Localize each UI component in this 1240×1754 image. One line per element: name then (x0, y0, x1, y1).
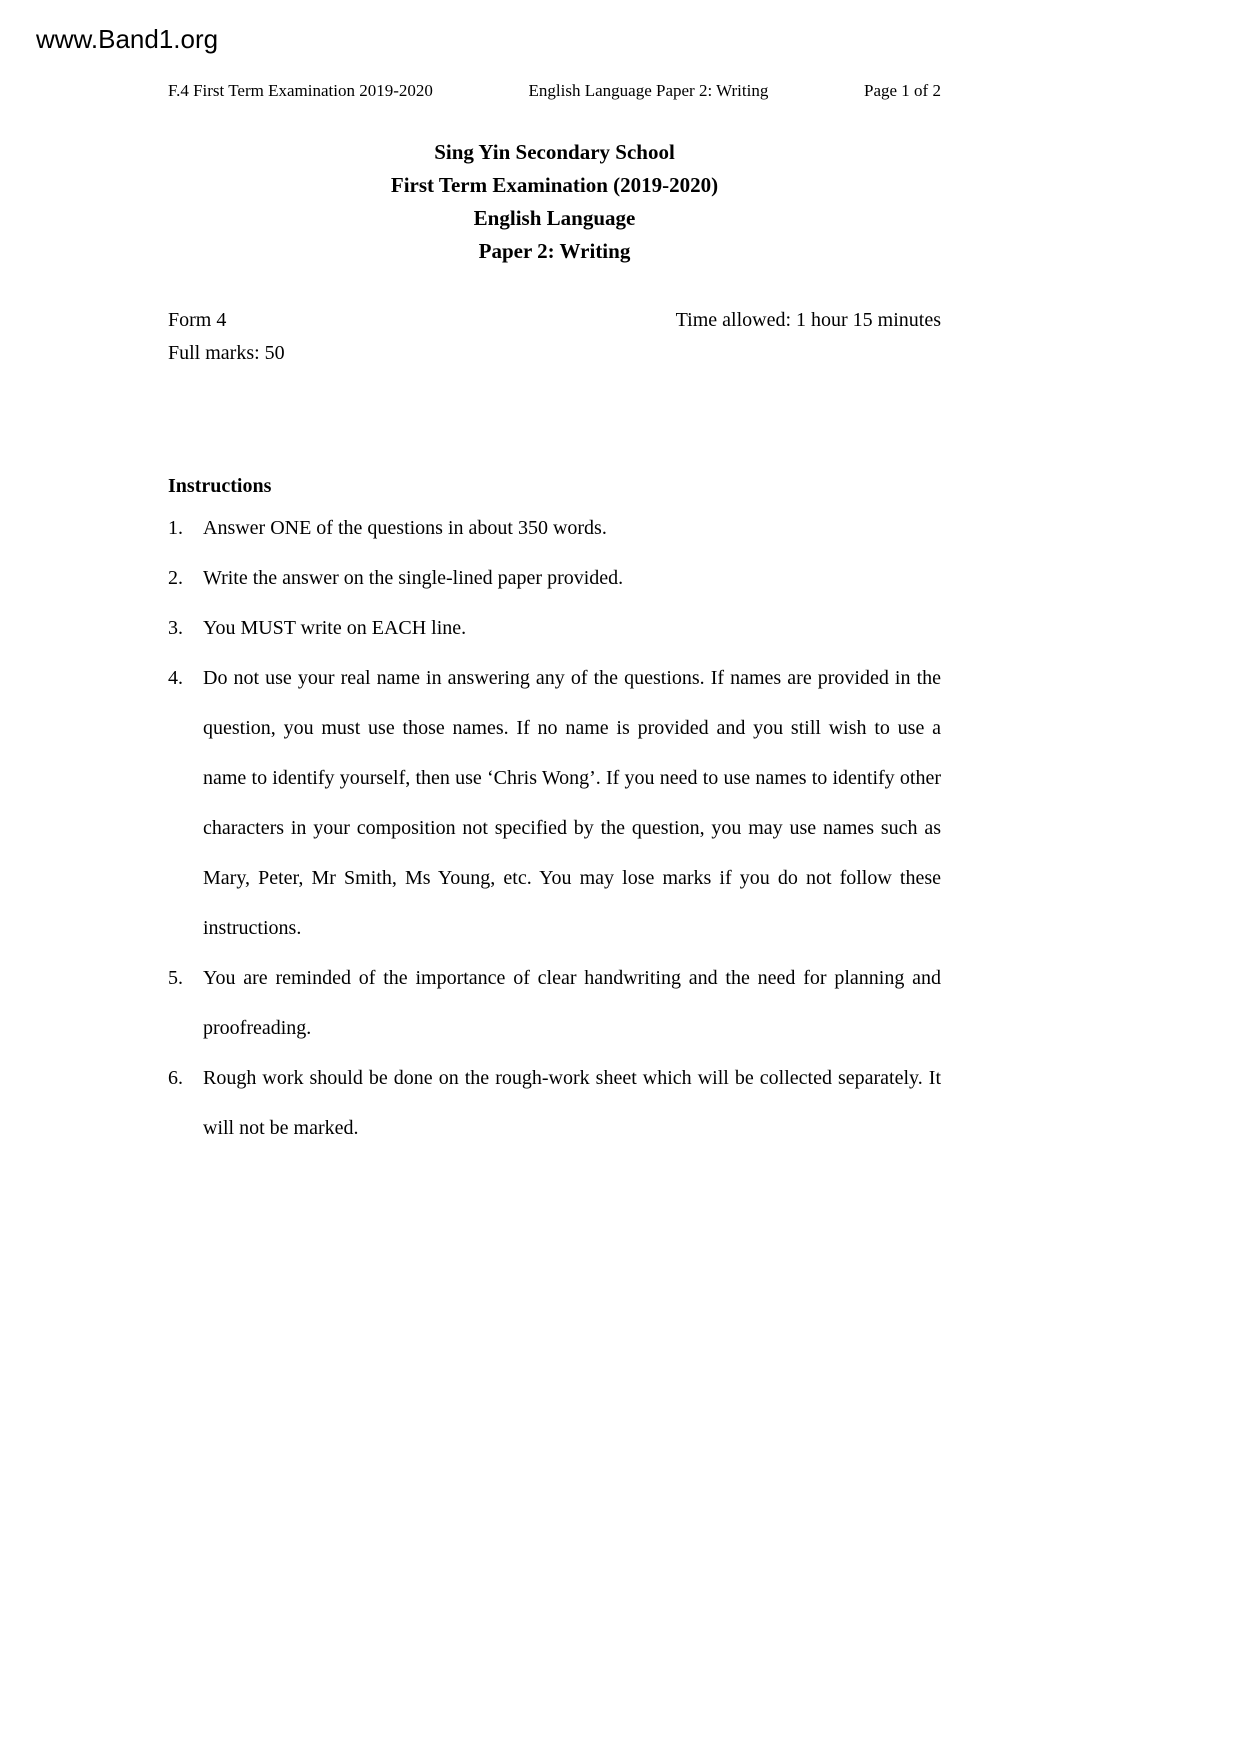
instruction-item (168, 603, 941, 653)
meta-full-marks: Full marks: 50 (168, 342, 285, 364)
instruction-item (168, 553, 941, 603)
header-subject: English Language Paper 2: Writing (528, 81, 769, 100)
header-page-number: Page 1 of 2 (864, 81, 941, 100)
paper-name: Paper 2: Writing (478, 239, 631, 263)
instructions-list (168, 503, 941, 1153)
item-number: 2. (168, 567, 183, 589)
item-number: 4. (168, 667, 183, 689)
item-text: Rough work should be done on the rough-work sheet which will be collected separately. It will not be marked. (203, 1067, 941, 1139)
site-banner: www.Band1.org (36, 24, 219, 54)
subject-name: English Language (473, 206, 636, 230)
item-number: 5. (168, 967, 183, 989)
header-exam-title: F.4 First Term Examination 2019-2020 (168, 81, 433, 100)
school-name: Sing Yin Secondary School (434, 140, 675, 164)
item-text: Write the answer on the single-lined paper provided. (203, 567, 624, 589)
item-text: Answer ONE of the questions in about 350 words. (203, 517, 607, 539)
meta-row (168, 304, 941, 370)
exam-name: First Term Examination (2019-2020) (390, 173, 719, 197)
item-number: 3. (168, 617, 183, 639)
instruction-item (168, 653, 941, 953)
page-header (168, 81, 941, 101)
meta-form: Form 4 (168, 309, 227, 331)
instruction-item (168, 503, 941, 553)
instruction-item (168, 1053, 941, 1153)
instructions-heading: Instructions (168, 475, 272, 497)
meta-left-column (168, 304, 285, 370)
item-text: You MUST write on EACH line. (203, 617, 467, 639)
item-number: 1. (168, 517, 183, 539)
item-text: You are reminded of the importance of clear handwriting and the need for planning and proofreading. (203, 967, 941, 1039)
meta-time-allowed: Time allowed: 1 hour 15 minutes (675, 309, 941, 331)
instruction-item (168, 953, 941, 1053)
title-block (168, 136, 941, 268)
item-text: Do not use your real name in answering any of the questions. If names are provided in the question, you must use those names. If no name is provided and you still wish to use a name to identify yourself, then use ‘Chris Wong’. If you need to use names to identify other characters in your composition not specified by the question, you may use names such as Mary, Peter, Mr Smith, Ms Young, etc. You may lose marks if you do not follow these instructions. (203, 667, 941, 939)
item-number: 6. (168, 1067, 183, 1089)
